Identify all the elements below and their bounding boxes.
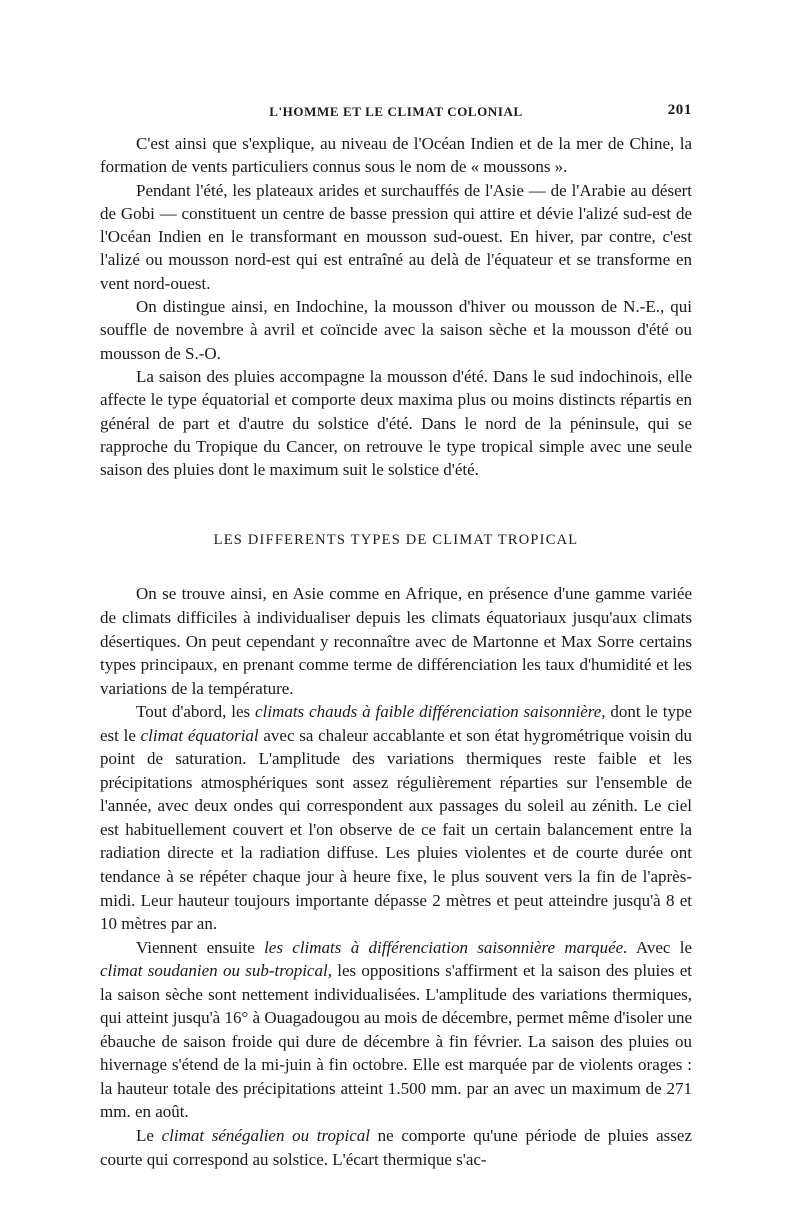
section-monsoons	[100, 132, 692, 481]
paragraph	[100, 582, 692, 700]
text-run: Le	[136, 1126, 162, 1146]
running-head	[100, 104, 692, 124]
text-run: Viennent ensuite	[136, 937, 265, 957]
text-run: avec sa chaleur accablante et son état hygrométrique voisin du point de saturation. L'amplitude des variations thermiques reste faible et les précipitations atmosphériques sont assez régulièrement réparties sur l'ensemble de l'année, avec deux ondes qui correspondent aux passages du soleil au zénith. Le ciel est habituellement couvert et l'on observe de ce fait un certain balancement entre la radiation directe et la radiation diffuse. Les pluies violentes et de courte durée ont tendance à se répéter chaque jour à heure fixe, le plus souvent vers la fin de l'après-midi. Leur hauteur toujours importante dépasse 2 mètres et peut atteindre jusqu'à 8 et 10 mètres par an.	[100, 725, 692, 934]
paragraph	[100, 700, 692, 935]
page-body	[100, 132, 692, 1171]
italic-term: les climats à différenciation saisonnière marquée.	[264, 937, 628, 957]
running-title: L'HOMME ET LE CLIMAT COLONIAL	[269, 104, 523, 119]
paragraph	[100, 936, 692, 1124]
paragraph	[100, 179, 692, 295]
italic-term: climat sénégalien ou tropical	[161, 1126, 370, 1146]
text-run: les oppositions s'affirment et la saison des pluies et la saison sèche sont nettement individualisées. L'amplitude des variations thermiques, qui atteint jusqu'à 16° à Ouagadougou au mois de décembre, permet même d'isoler une ébauche de saison froide qui dure de décembre à fin février. La saison des pluies ou hivernage s'étend de la mi-juin à fin octobre. Elle est marquée par de violents orages : la hauteur totale des précipitations atteint 1.500 mm. par an avec un maximum de 271 mm. en août.	[100, 961, 692, 1122]
text-run: Avec le	[627, 937, 693, 957]
paragraph	[100, 365, 692, 481]
text-run: On se trouve ainsi, en Asie comme en Afrique, en présence d'une gamme variée de climats difficiles à individualiser depuis les climats équatoriaux jusqu'aux climats désertiques. On peut cependant y reconnaître avec de Martonne et Max Sorre certains types principaux, en prenant comme terme de différenciation les taux d'humidité et les variations de la température.	[100, 584, 692, 698]
section-heading: LES DIFFERENTS TYPES DE CLIMAT TROPICAL	[213, 532, 579, 549]
italic-term: climats chauds à faible différenciation saisonnière,	[255, 702, 606, 722]
paragraph	[100, 295, 692, 365]
page-number: 201	[667, 102, 692, 118]
italic-term: climat soudanien ou sub-tropical,	[100, 961, 332, 981]
text-run: C'est ainsi que s'explique, au niveau de l'Océan Indien et de la mer de Chine, la formation de vents particuliers connus sous le nom de « moussons ».	[100, 134, 692, 177]
text-run: Pendant l'été, les plateaux arides et surchauffés de l'Asie — de l'Arabie au désert de Gobi — constituent un centre de basse pression qui attire et dévie l'alizé sud-est de l'Océan Indien en le transformant en mousson sud-ouest. En hiver, par contre, c'est l'alizé ou mousson nord-est qui est entraîné au delà de l'équateur et se transforme en vent nord-ouest.	[100, 180, 692, 293]
italic-term: climat équatorial	[140, 725, 259, 745]
paragraph	[100, 132, 692, 179]
text-run: ne comporte qu'une période de pluies assez courte qui correspond au solstice. L'écart thermique s'ac-	[100, 1126, 693, 1169]
paragraph	[100, 1124, 692, 1171]
section-climate-types	[100, 582, 692, 1171]
text-run: Tout d'abord, les	[136, 702, 256, 722]
text-run: La saison des pluies accompagne la mousson d'été. Dans le sud indochinois, elle affecte le type équatorial et comporte deux maxima plus ou moins distincts répartis en général de part et d'autre du solstice d'été. Dans le nord de la péninsule, qui se rapproche du Tropique du Cancer, on retrouve le type tropical simple avec une seule saison des pluies dont le maximum suit le solstice d'été.	[100, 366, 692, 480]
text-run: dont le type est le	[100, 702, 693, 745]
text-run: On distingue ainsi, en Indochine, la mousson d'hiver ou mousson de N.-E., qui souffle de novembre à avril et coïncide avec la saison sèche et la mousson d'été ou mousson de S.-O.	[100, 297, 692, 363]
